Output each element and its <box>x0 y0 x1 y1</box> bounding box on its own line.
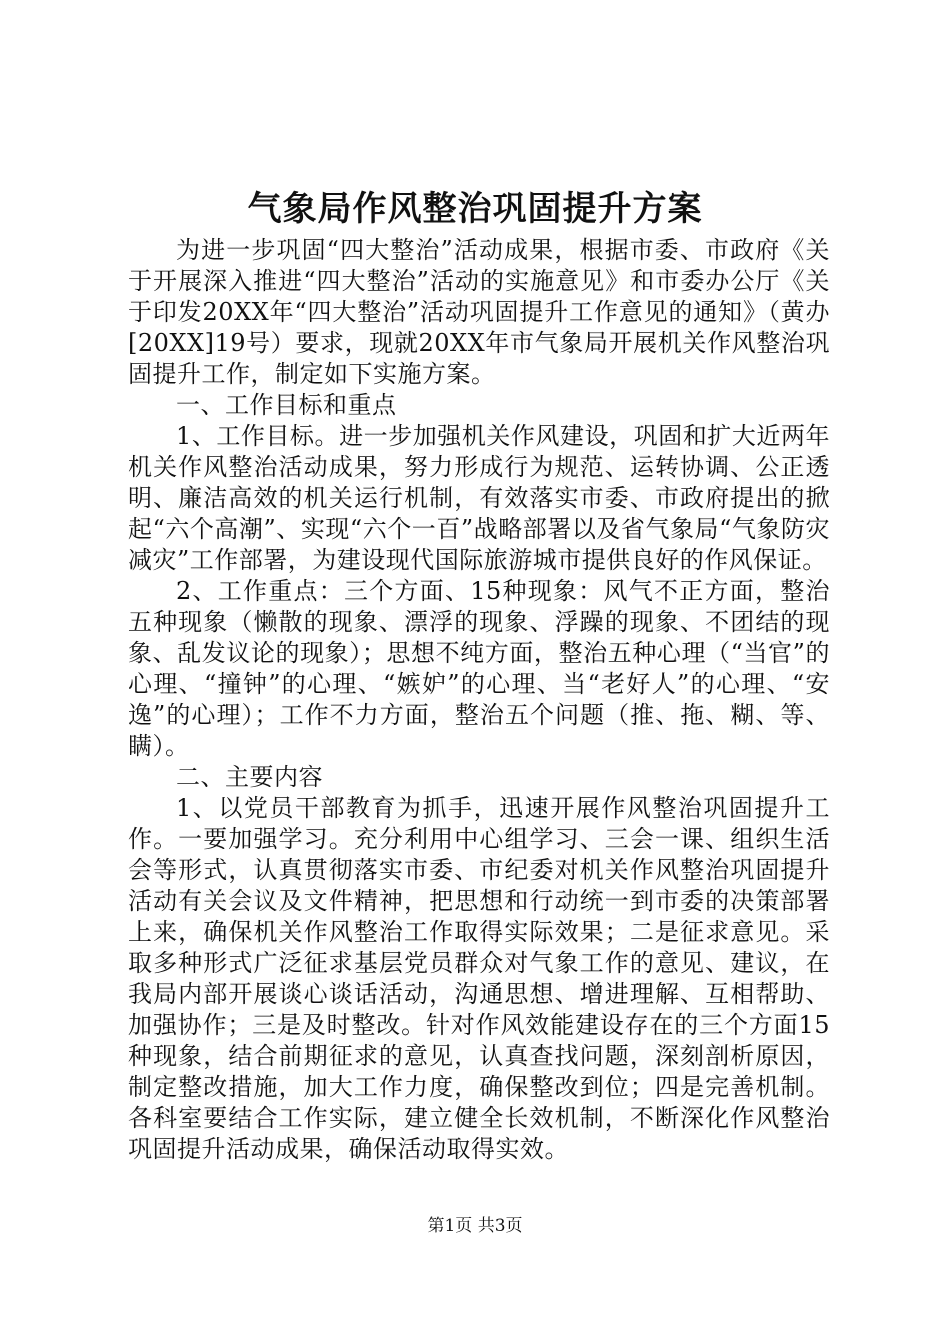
content-paragraph: 1、以党员干部教育为抓手，迅速开展作风整治巩固提升工作。一要加强学习。充分利用中心组学习、三会一课、组织生活会等形式，认真贯彻落实市委、市纪委对机关作风整治巩固提升活动有关会议及文件精神，把思想和行动统一到市委的决策部署上来，确保机关作风整治工作取得实际效果；二是征求意见。采取多种形式广泛征求基层党员群众对气象工作的意见、建议，在我局内部开展谈心谈话活动，沟通思想、增进理解、互相帮助、加强协作；三是及时整改。针对作风效能建设存在的三个方面15种现象，结合前期征求的意见，认真查找问题，深刻剖析原因，制定整改措施，加大工作力度，确保整改到位；四是完善机制。各科室要结合工作实际，建立健全长效机制，不断深化作风整治巩固提升活动成果，确保活动取得实效。 <box>128 794 830 1163</box>
section-heading-content: 二、主要内容 <box>176 763 323 791</box>
focus-paragraph: 2、工作重点：三个方面、15种现象：风气不正方面，整治五种现象（懒散的现象、漂浮的现象、浮躁的现象、不团结的现象、乱发议论的现象）；思想不纯方面，整治五种心理（“当官”的心理、“撞钟”的心理、“嫉妒”的心理、当“老好人”的心理、“安逸”的心理）；工作不力方面，整治五个问题（推、拖、糊、等、瞒）。 <box>128 577 830 760</box>
document-body <box>128 235 830 1165</box>
goals-paragraph: 1、工作目标。进一步加强机关作风建设，巩固和扩大近两年机关作风整治活动成果，努力形成行为规范、运转协调、公正透明、廉洁高效的机关运行机制，有效落实市委、市政府提出的掀起“六个高潮”、实现“六个一百”战略部署以及省气象局“气象防灾减灾”工作部署，为建设现代国际旅游城市提供良好的作风保证。 <box>128 422 830 574</box>
page-number-footer: 第1页 共3页 <box>427 1216 523 1236</box>
document-title: 气象局作风整治巩固提升方案 <box>247 189 703 229</box>
intro-paragraph: 为进一步巩固“四大整治”活动成果，根据市委、市政府《关于开展深入推进“四大整治”活动的实施意见》和市委办公厅《关于印发20XX年“四大整治”活动巩固提升工作意见的通知》（黄办[20XX]19号）要求，现就20XX年市气象局开展机关作风整治巩固提升工作，制定如下实施方案。 <box>128 236 830 388</box>
section-heading-goals: 一、工作目标和重点 <box>176 391 397 419</box>
